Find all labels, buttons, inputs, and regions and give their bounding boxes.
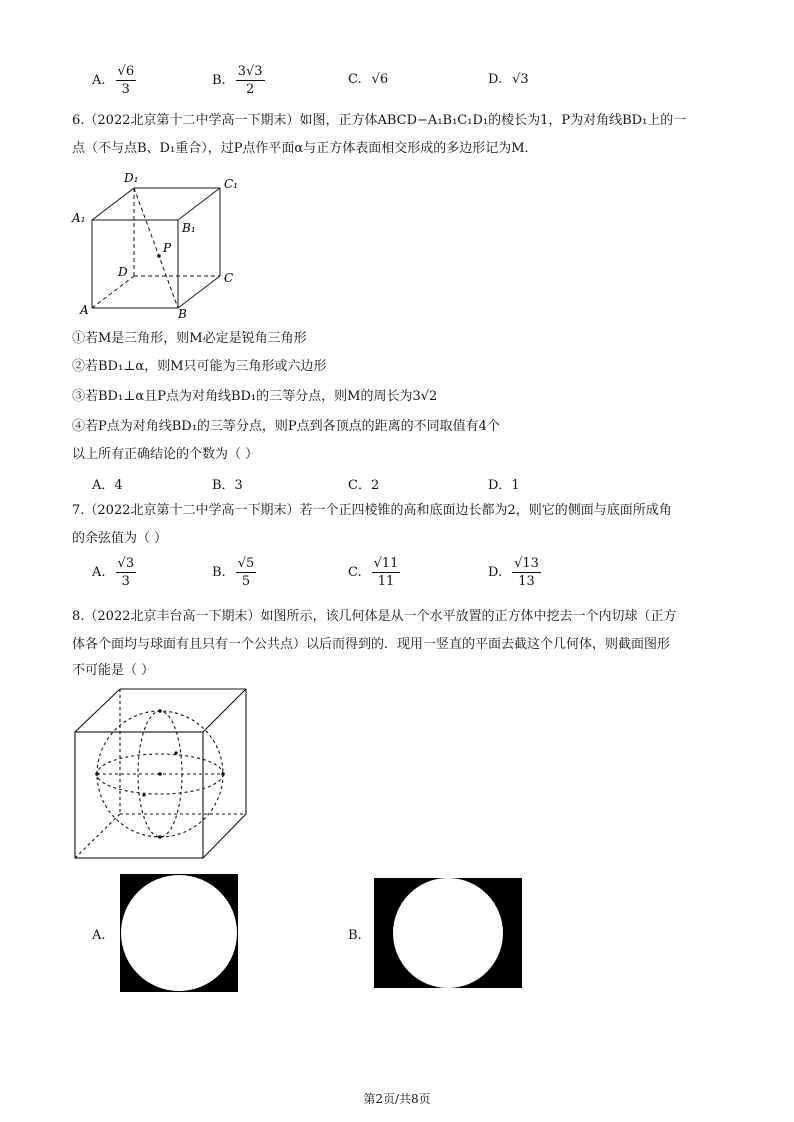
fraction [236,556,257,589]
edge-ad-hidden [92,276,134,308]
tangent-point-front [142,793,145,796]
q6-option-d: D．1 [488,478,520,493]
label-c: C [224,271,234,285]
q7-option-a [92,556,136,589]
option-letter: A. [92,73,106,88]
fraction [372,556,401,589]
fraction [116,64,137,97]
q6-statement-1: ①若M是三角形，则M必定是锐角三角形 [72,331,307,346]
denominator: 2 [245,82,255,97]
q8-option-b-letter: B. [348,928,362,943]
numerator: 3√3 [237,64,263,79]
q6-statement-4: ④若P点为对角线BD₁的三等分点，则P点到各顶点的距离的不同取值有4个 [72,419,500,434]
denominator: 3 [121,82,130,97]
q7-stem-line1: 7.（2022北京第十二中学高一下期末）若一个正四棱锥的高和底面边长都为2，则它的侧面与底面所成角 [72,503,672,518]
fraction [116,556,137,589]
q6-option-a: A．4 [92,478,123,493]
label-d: D [118,265,128,279]
q6-stem-line2: 点（不与点B、D₁重合），过P点作平面α与正方体表面相交形成的多边形记为M． [72,141,538,156]
q8-option-a-letter: A. [92,928,106,943]
numerator: √6 [117,64,135,79]
option-letter: B. [212,565,226,580]
fraction [236,64,265,97]
edge-bc [178,276,220,308]
label-c1: C₁ [224,177,238,191]
label-a: A [80,303,89,317]
numerator: √3 [117,556,135,571]
label-b: B [178,307,187,320]
denominator: 13 [518,574,535,589]
sphere-center [158,772,162,776]
cube-edge-bottom-right [203,814,246,858]
option-letter: D. [488,565,503,580]
label-p: P [163,241,172,255]
numerator: √5 [237,556,255,571]
section-circle [393,878,503,988]
q7-option-b [212,556,256,589]
q7-option-c [348,556,400,589]
edge-b1c1 [178,188,220,220]
option-value: √3 [512,72,529,87]
q5-option-b [212,64,265,97]
q7-stem-line2: 的余弦值为（ ） [72,531,168,546]
cube-hidden-bottom-left [75,814,120,858]
tangent-point-back [174,751,177,754]
label-d1: D₁ [124,171,139,185]
diagonal-bd1 [134,188,178,308]
q6-statement-5: 以上所有正确结论的个数为（ ） [72,447,259,462]
tangent-point-right [221,772,225,776]
option-letter: A. [92,565,106,580]
label-b1: B₁ [182,221,196,235]
point-p [157,254,161,258]
q8-cube-sphere-figure [70,686,252,862]
q5-option-c [348,72,388,87]
fraction [512,556,541,589]
denominator: 3 [121,574,130,589]
q5-option-a [92,64,136,97]
q8-option-b-figure [374,878,522,988]
option-value: √6 [371,72,389,87]
q6-statement-3: ③若BD₁⊥α且P点为对角线BD₁的三等分点，则M的周长为3√2 [72,389,438,404]
q8-stem-line3: 不可能是（ ） [72,663,155,678]
cube-edge-top-left [75,689,120,732]
tangent-point-top [158,709,162,713]
page-footer: 第2页/共8页 [363,1092,431,1106]
option-letter: D. [488,72,503,87]
q6-statement-2: ②若BD₁⊥α，则M只可能为三角形或六边形 [72,359,327,374]
tangent-point-left [95,772,99,776]
option-letter: C. [348,565,362,580]
option-letter: B. [212,73,226,88]
edge-a1d1 [92,188,134,220]
label-a1: A₁ [72,211,86,225]
cube-edge-top-right [203,689,246,732]
q6-option-b: B．3 [212,478,243,493]
q5-option-d [488,72,529,87]
q6-stem-line1: 6.（2022北京第十二中学高一下期末）如图，正方体ABCD−A₁B₁C₁D₁的棱长为1，P为对角线BD₁上的一 [72,113,687,128]
numerator: √13 [514,556,539,571]
q7-option-d [488,556,541,589]
option-letter: C. [348,72,362,87]
q6-cube-figure [70,168,250,320]
q6-option-c: C．2 [348,478,380,493]
q8-option-a-figure [120,874,238,992]
denominator: 5 [241,574,251,589]
q8-stem-line2: 体各个面均与球面有且只有一个公共点）以后而得到的．现用一竖直的平面去截这个几何体，则截面图形 [72,637,671,652]
section-circle [121,875,237,991]
numerator: √11 [373,556,399,571]
tangent-point-bottom [158,835,162,839]
q8-stem-line1: 8.（2022北京丰台高一下期末）如图所示，该几何体是从一个水平放置的正方体中挖去一个内切球（正方 [72,609,677,624]
denominator: 11 [377,574,395,589]
